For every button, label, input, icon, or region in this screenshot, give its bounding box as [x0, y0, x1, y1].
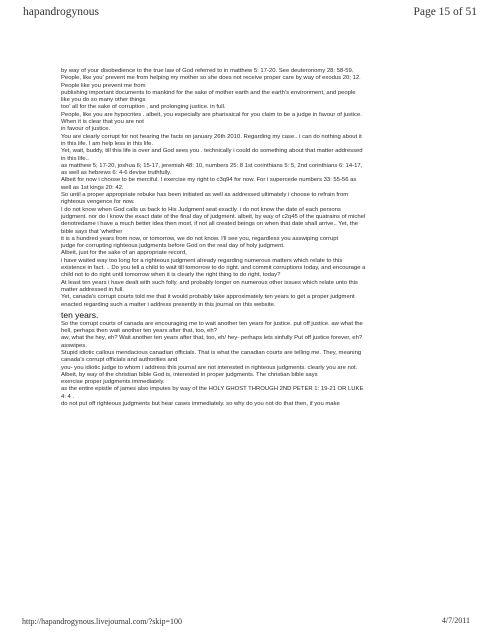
text-line: bible says that 'whether — [61, 228, 123, 235]
text-line: too' all for the sake of corruption , and prolonging justice. in full. — [61, 104, 226, 111]
text-line: as the entire epistle of james also imputes by way of the HOLY GHOST THROUGH 2ND PETER 1: 19-21 OR LUKE — [61, 386, 364, 393]
text-line: judge for corrupting righteous judgments before God on the real day of holy judgment. — [61, 243, 285, 250]
text-line: You are clearly corrupt for not hearing the facts on january 26th 2010. Regarding my case.. i can do nothing about it — [61, 133, 362, 140]
text-line: matter addressed in full. — [61, 286, 124, 293]
text-line: denotredame i have a much better idea then most, if not all created beings on when that date shall arrive.. Yet, the — [61, 221, 359, 228]
text-line: in this life.. — [61, 155, 89, 162]
text-line: Albeit, just for the sake of an appropriate record, — [61, 250, 187, 257]
text-line: People, like you' prevent me from helping my mother so she does not receive proper care by way of exodus 20; 12. — [61, 75, 361, 82]
text-line: exercise proper judgments immediately. — [61, 379, 165, 386]
text-line: in this life. I am help less in this life. — [61, 140, 153, 147]
text-line: do not put off righteous judgments but hear cases immediately. so why do you not do that then, if you make — [61, 401, 340, 408]
text-line: Yet, canada's corrupt courts told me that it would probably take approximately ten years to get a proper judgment — [61, 294, 355, 301]
text-line: you- you idiotic judge to whom i address this journal are not interested in righteous judgments. clearly you are not. — [61, 364, 358, 371]
text-line: At least ten years i have dealt with such folly. and probably longer on numerous other issues which relate unto this — [61, 279, 358, 286]
text-line: So the corrupt courts of canada are encouraging me to wait another ten years for justice. put off justice. aw what the — [61, 320, 363, 327]
text-line: righteous vengence for now. — [61, 199, 135, 206]
text-line: People, like you are hypocrites . albeit, you especially are pharisaical for you claim to be a judge in favour of justice. — [61, 111, 362, 118]
text-line: When it is clear that you are not — [61, 119, 144, 126]
text-line: Albeit, by way of the christian bible God is, interested in proper judgments. The christian bible says — [61, 371, 318, 378]
text-line: So until a proper appropriate rebuke has been initiated as well as addressed ultimately i choose to refrain from — [61, 192, 349, 199]
text-line: by way of your disobedience to the true law of God referred to in matthew 5: 17-20. See deuteronomy 28: 58-59. — [61, 68, 354, 74]
text-line: People like you prevent me from — [61, 82, 146, 89]
text-line: Stupid idiotic callous mendacious canadian officials. That is what the canadian courts are telling me. They, meaning — [61, 349, 362, 356]
text-line: publishing important documents to mankind for the sake of mother earth and the earth's environment, and people — [61, 89, 356, 96]
text-line: Albeit for now i choose to be merciful. I exercise my right to c3q94 for now. For i supercede numbers 33: 55-56 as — [61, 177, 357, 184]
text-line: canada's corrupt officials and authorities and — [61, 357, 178, 364]
text-line: hell, perhaps then wait another ten years after that, too, eh? — [61, 328, 217, 335]
text-line: asswipes. — [61, 342, 87, 349]
text-line: enacted regarding such a matter i address presently in this journal on this website. — [61, 301, 276, 308]
text-line: like you do so many other things — [61, 97, 146, 104]
text-line: 4: 4 . — [61, 393, 75, 400]
text-line: Yet, wait, buddy, till this life is over and God sees you . technically i could do something about that matter addressed — [61, 148, 363, 155]
journal-body — [61, 68, 473, 408]
section-heading: ten years. — [61, 309, 99, 320]
text-line: aw, what the hey, eh? Wait another ten years after that, too, eh/ hey- perhaps lets sinfully Put off justice forever, eh? — [61, 335, 363, 342]
text-line: well as 1st kings 20: 42. — [61, 184, 124, 191]
text-line: as matthew 5; 17-20, joshua 6; 15-17, jeremiah 48: 10, numbers 25: 8 1st corinthians 5: 5, 2nd corinthians 6: 14-17, — [61, 162, 363, 169]
text-line: in favour of justice. — [61, 126, 111, 133]
text-line: i have waited way too long for a righteous judgment already regarding numerous matters which relate to this — [61, 257, 343, 264]
text-line: as well as hebrews 6: 4-6 devise truthfully. — [61, 170, 172, 177]
text-line: existence in fact. .. Do you tell a child to wait till tomorrow to do right. and commit corruptions today, and encourage a — [61, 265, 366, 272]
text-line: child not to do right until tomorrow when it is clearly the right thing to do right, today? — [61, 272, 281, 279]
text-line: judgment. nor do i know the exact date of the final day of judgment. albeit, by way of c2q45 of the quatrains of michel — [61, 213, 366, 220]
page-number: Page 15 of 51 — [413, 6, 477, 18]
site-name: hapandrogynous — [23, 6, 100, 18]
text-line: I do not know when God calls us back to His Judgment seat exactly. i do not know the date of each persons — [61, 206, 341, 213]
text-line: it is a hundred years from now, or tomorrow, we do not know. I'll see you, regardless you asswiping corrupt — [61, 235, 339, 242]
page-url: http://hapandrogynous.livejournal.com/?skip=100 — [22, 617, 183, 626]
print-date: 4/7/2011 — [441, 616, 470, 625]
